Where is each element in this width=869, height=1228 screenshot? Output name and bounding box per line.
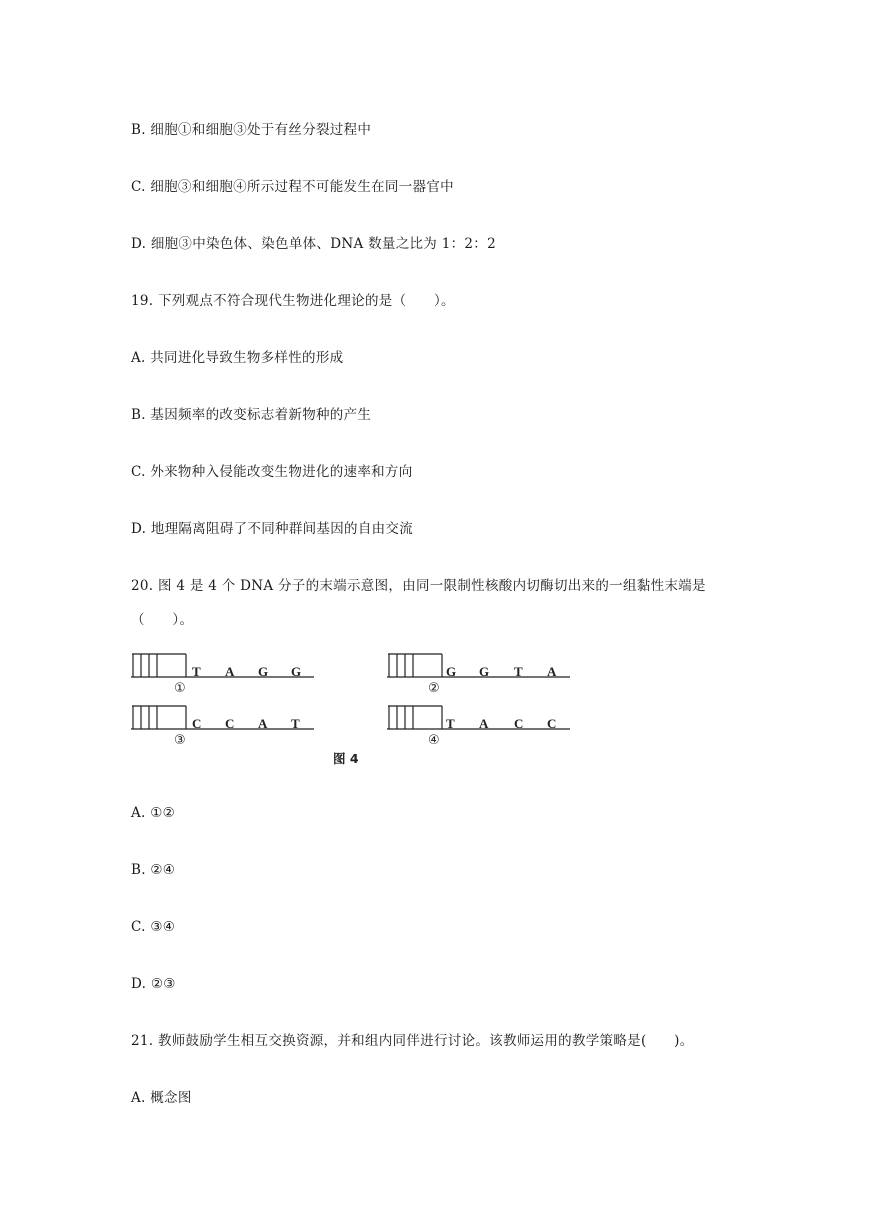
end-number: ①: [174, 681, 186, 696]
question-21: 21. 教师鼓励学生相互交换资源，并和组内同伴进行讨论。该教师运用的教学策略是( )。: [131, 1033, 694, 1049]
option-d-19: D. 地理隔离阻碍了不同种群间基因的自由交流: [131, 521, 414, 537]
question-20-bracket: （ ）。: [131, 612, 194, 628]
question-20: 20. 图 4 是 4 个 DNA 分子的末端示意图，由同一限制性核酸内切酶切出来的一组黏性末端是: [131, 578, 706, 594]
option-d-20: D. ②③: [131, 976, 176, 992]
base-label: A: [479, 716, 489, 731]
base-label: G: [479, 664, 490, 679]
dna-end-1: [131, 654, 314, 696]
end-number: ③: [174, 733, 186, 748]
option-a-19: A. 共同进化导致生物多样性的形成: [131, 350, 344, 366]
base-label: A: [258, 716, 268, 731]
dna-end-2: [387, 654, 570, 696]
option-a-21: A. 概念图: [131, 1090, 192, 1106]
base-label: A: [225, 664, 235, 679]
option-c-20: C. ③④: [131, 919, 176, 935]
option-c-18: C. 细胞③和细胞④所示过程不可能发生在同一器官中: [131, 179, 454, 195]
base-label: C: [547, 716, 557, 731]
figure-4-dna-ends: [128, 648, 588, 773]
base-label: G: [291, 664, 302, 679]
option-b-18: B. 细胞①和细胞③处于有丝分裂过程中: [131, 122, 372, 138]
base-label: T: [514, 664, 523, 679]
option-d-18: D. 细胞③中染色体、染色单体、DNA 数量之比为 1：2：2: [131, 236, 496, 252]
figure-caption: 图 4: [333, 751, 359, 766]
base-label: T: [446, 716, 455, 731]
end-number: ④: [428, 733, 440, 748]
end-number: ②: [428, 681, 440, 696]
option-b-20: B. ②④: [131, 862, 176, 878]
base-label: G: [258, 664, 269, 679]
dna-end-4: [387, 706, 570, 748]
dna-end-3: [131, 706, 314, 748]
question-19: 19. 下列观点不符合现代生物进化理论的是（ ）。: [131, 293, 455, 309]
base-label: A: [547, 664, 557, 679]
option-c-19: C. 外来物种入侵能改变生物进化的速率和方向: [131, 464, 413, 480]
base-label: T: [192, 664, 201, 679]
option-a-20: A. ①②: [131, 805, 176, 821]
option-b-19: B. 基因频率的改变标志着新物种的产生: [131, 407, 372, 423]
base-label: C: [514, 716, 524, 731]
base-label: G: [446, 664, 457, 679]
base-label: C: [192, 716, 202, 731]
base-label: C: [225, 716, 235, 731]
base-label: T: [291, 716, 300, 731]
